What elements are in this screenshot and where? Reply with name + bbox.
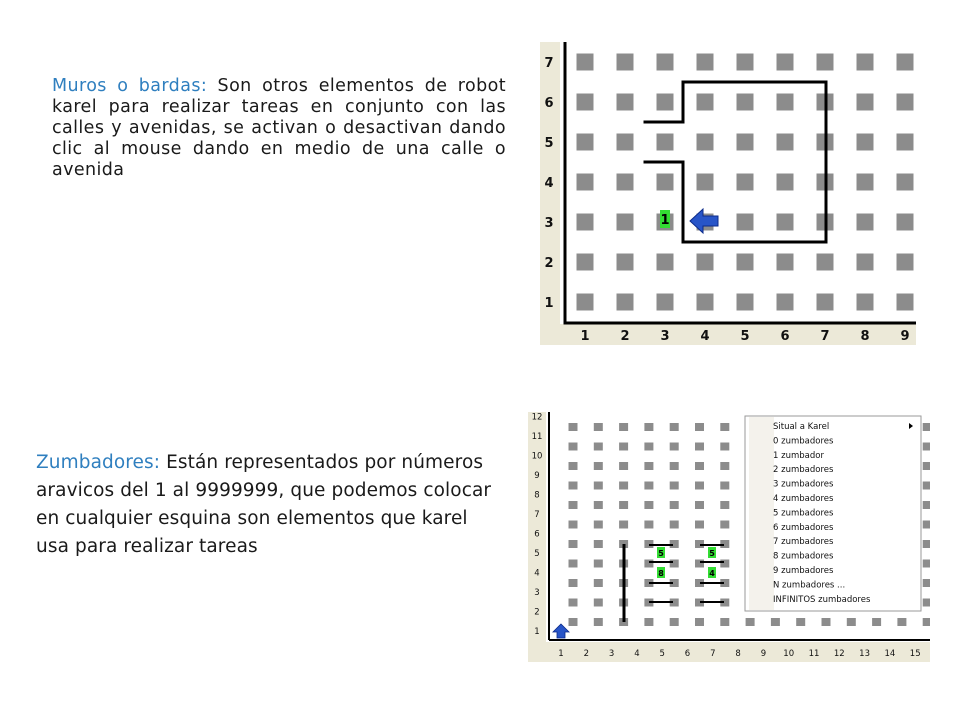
- corner-square: [657, 174, 674, 191]
- corner-square: [569, 579, 578, 587]
- street-label: 3: [534, 588, 540, 598]
- corner-square: [594, 599, 603, 607]
- corner-square: [577, 54, 594, 71]
- corner-square: [737, 254, 754, 271]
- corner-square: [619, 482, 628, 490]
- menu-item[interactable]: Situal a Karel: [773, 422, 830, 432]
- avenue-label: 5: [659, 649, 665, 659]
- corner-square: [720, 521, 729, 529]
- muros-term: Muros o bardas:: [52, 76, 208, 96]
- avenue-label: 10: [783, 649, 795, 659]
- corner-square: [594, 501, 603, 509]
- avenue-label: 3: [608, 649, 615, 659]
- corner-square: [644, 618, 653, 626]
- corner-square: [670, 501, 679, 509]
- zumbadores-paragraph: [36, 449, 506, 561]
- avenue-label: 1: [580, 329, 590, 344]
- corner-square: [594, 423, 603, 431]
- corner-square: [670, 482, 679, 490]
- zumbadores-description: Están representados por números aravicos del 1 al 9999999, que podemos colocar en cualquier esquina son elementos que karel usa para realizar tareas: [36, 452, 492, 557]
- corner-square: [670, 521, 679, 529]
- corner-square: [577, 94, 594, 111]
- corner-square: [720, 482, 729, 490]
- corner-square: [777, 254, 794, 271]
- avenue-label: 15: [909, 649, 921, 659]
- corner-square: [657, 134, 674, 151]
- corner-square: [923, 540, 930, 548]
- corner-square: [644, 501, 653, 509]
- corner-square: [737, 94, 754, 111]
- avenue-label: 3: [660, 329, 670, 344]
- menu-item[interactable]: 7 zumbadores: [773, 537, 834, 548]
- corner-square: [644, 443, 653, 451]
- street-label: 12: [531, 412, 543, 423]
- corner-square: [695, 443, 704, 451]
- corner-square: [644, 521, 653, 529]
- menu-item[interactable]: 4 zumbadores: [773, 494, 834, 504]
- avenue-label: 4: [700, 329, 710, 344]
- muros-description: Son otros elementos de robot karel para realizar tareas en conjunto con las calles y avenidas, se activan o desactivan dando clic al mouse dando en medio de una calle o avenida: [52, 76, 506, 180]
- zumbadores-world-grid: [528, 412, 930, 662]
- corner-square: [777, 134, 794, 151]
- street-label: 3: [544, 216, 554, 231]
- corner-square: [923, 501, 930, 509]
- corner-square: [657, 54, 674, 71]
- corner-square: [737, 134, 754, 151]
- corner-square: [923, 423, 930, 431]
- corner-square: [670, 443, 679, 451]
- avenue-label: 9: [900, 329, 910, 344]
- corner-square: [822, 618, 831, 626]
- context-menu: [745, 416, 921, 611]
- street-label: 4: [544, 176, 554, 191]
- avenue-label: 7: [820, 329, 830, 344]
- street-label: 8: [534, 490, 540, 501]
- corner-square: [872, 618, 881, 626]
- corner-square: [923, 521, 930, 529]
- corner-square: [569, 482, 578, 490]
- zumbadores-world-screenshot: [528, 412, 930, 662]
- street-label: 2: [534, 607, 540, 618]
- street-label: 2: [544, 256, 554, 271]
- corner-square: [777, 174, 794, 191]
- beeper-count: 8: [658, 569, 664, 578]
- corner-square: [737, 214, 754, 231]
- avenue-label: 12: [833, 649, 845, 659]
- menu-item[interactable]: 6 zumbadores: [773, 522, 834, 533]
- corner-square: [569, 462, 578, 470]
- corner-square: [670, 462, 679, 470]
- avenue-label: 4: [634, 649, 640, 659]
- corner-square: [644, 482, 653, 490]
- corner-square: [746, 618, 755, 626]
- avenue-label: 14: [884, 649, 896, 659]
- corner-square: [737, 294, 754, 311]
- menu-item[interactable]: INFINITOS zumbadores: [773, 594, 871, 605]
- corner-square: [923, 560, 930, 568]
- menu-item[interactable]: 2 zumbadores: [773, 465, 834, 476]
- menu-item[interactable]: 3 zumbadores: [773, 479, 834, 490]
- menu-item[interactable]: N zumbadores ...: [773, 580, 846, 591]
- corner-square: [657, 94, 674, 111]
- beeper-count: 1: [660, 213, 670, 228]
- corner-square: [577, 134, 594, 151]
- corner-square: [670, 560, 679, 568]
- avenue-label: 2: [620, 329, 630, 344]
- corner-square: [617, 54, 634, 71]
- corner-square: [594, 618, 603, 626]
- corner-square: [857, 254, 874, 271]
- corner-square: [737, 174, 754, 191]
- corner-square: [857, 54, 874, 71]
- corner-square: [617, 134, 634, 151]
- street-label: 1: [544, 296, 554, 311]
- corner-square: [695, 618, 704, 626]
- corner-square: [569, 618, 578, 626]
- corner-square: [577, 174, 594, 191]
- corner-square: [897, 618, 906, 626]
- corner-square: [923, 462, 930, 470]
- menu-item[interactable]: 5 zumbadores: [773, 508, 834, 519]
- corner-square: [617, 94, 634, 111]
- corner-square: [720, 560, 729, 568]
- corner-square: [594, 482, 603, 490]
- corner-square: [617, 214, 634, 231]
- corner-square: [695, 462, 704, 470]
- corner-square: [923, 482, 930, 490]
- corner-square: [697, 254, 714, 271]
- avenue-label: 5: [740, 329, 750, 344]
- street-label: 11: [531, 432, 543, 442]
- corner-square: [897, 174, 914, 191]
- corner-square: [897, 294, 914, 311]
- corner-square: [857, 94, 874, 111]
- corner-square: [594, 521, 603, 529]
- muros-paragraph: [52, 76, 506, 181]
- corner-square: [670, 618, 679, 626]
- corner-square: [737, 54, 754, 71]
- corner-square: [577, 254, 594, 271]
- street-label: 6: [544, 96, 554, 111]
- beeper-count: 5: [658, 549, 664, 558]
- corner-square: [617, 174, 634, 191]
- corner-square: [617, 294, 634, 311]
- corner-square: [619, 462, 628, 470]
- corner-square: [569, 560, 578, 568]
- corner-square: [695, 482, 704, 490]
- corner-square: [923, 443, 930, 451]
- corner-square: [657, 254, 674, 271]
- menu-item[interactable]: 8 zumbadores: [773, 551, 834, 562]
- corner-square: [619, 443, 628, 451]
- corner-square: [923, 579, 930, 587]
- corner-square: [847, 618, 856, 626]
- corner-square: [897, 94, 914, 111]
- street-label: 5: [534, 549, 540, 559]
- corner-square: [796, 618, 805, 626]
- corner-square: [695, 521, 704, 529]
- street-label: 4: [534, 568, 540, 579]
- corner-square: [777, 294, 794, 311]
- corner-square: [720, 423, 729, 431]
- avenue-label: 11: [808, 649, 820, 659]
- beeper-count: 4: [709, 569, 715, 578]
- corner-square: [720, 462, 729, 470]
- corner-square: [817, 294, 834, 311]
- avenue-label: 9: [760, 649, 767, 659]
- corner-square: [569, 521, 578, 529]
- corner-square: [697, 294, 714, 311]
- avenue-label: 1: [558, 649, 564, 659]
- corner-square: [923, 618, 930, 626]
- corner-square: [697, 174, 714, 191]
- street-label: 7: [544, 56, 554, 71]
- corner-square: [720, 443, 729, 451]
- corner-square: [857, 134, 874, 151]
- beeper-count: 5: [709, 549, 715, 558]
- corner-square: [697, 134, 714, 151]
- corner-square: [857, 214, 874, 231]
- avenue-label: 8: [860, 329, 870, 344]
- corner-square: [771, 618, 780, 626]
- corner-square: [594, 560, 603, 568]
- corner-square: [670, 423, 679, 431]
- zumbadores-term: Zumbadores:: [36, 452, 161, 473]
- corner-square: [777, 214, 794, 231]
- corner-square: [644, 462, 653, 470]
- menu-item[interactable]: 0 zumbadores: [773, 436, 834, 447]
- corner-square: [720, 618, 729, 626]
- corner-square: [777, 54, 794, 71]
- street-label: 5: [544, 136, 554, 151]
- corner-square: [644, 423, 653, 431]
- corner-square: [569, 540, 578, 548]
- corner-square: [857, 294, 874, 311]
- corner-square: [695, 423, 704, 431]
- avenue-label: 2: [583, 649, 590, 659]
- corner-square: [695, 501, 704, 509]
- corner-square: [657, 294, 674, 311]
- corner-square: [697, 54, 714, 71]
- street-label: 7: [534, 510, 540, 520]
- corner-square: [569, 501, 578, 509]
- corner-square: [817, 54, 834, 71]
- street-label: 9: [534, 471, 540, 481]
- muros-world-screenshot: [540, 42, 916, 345]
- street-label: 1: [534, 627, 540, 637]
- corner-square: [594, 540, 603, 548]
- corner-square: [569, 423, 578, 431]
- avenue-label: 13: [859, 649, 871, 659]
- corner-square: [897, 254, 914, 271]
- corner-square: [644, 560, 653, 568]
- corner-square: [697, 94, 714, 111]
- corner-square: [569, 443, 578, 451]
- corner-square: [577, 214, 594, 231]
- street-label: 10: [531, 451, 543, 462]
- corner-square: [777, 94, 794, 111]
- street-label: 6: [534, 529, 540, 540]
- corner-square: [619, 521, 628, 529]
- corner-square: [857, 174, 874, 191]
- menu-item[interactable]: 1 zumbador: [773, 450, 824, 461]
- corner-square: [619, 501, 628, 509]
- corner-square: [619, 423, 628, 431]
- corner-square: [577, 294, 594, 311]
- menu-item[interactable]: 9 zumbadores: [773, 566, 834, 576]
- corner-square: [897, 134, 914, 151]
- corner-square: [594, 462, 603, 470]
- corner-square: [897, 214, 914, 231]
- corner-square: [817, 254, 834, 271]
- corner-square: [923, 599, 930, 607]
- avenue-label: 6: [780, 329, 790, 344]
- corner-square: [594, 579, 603, 587]
- corner-square: [720, 501, 729, 509]
- corner-square: [695, 560, 704, 568]
- muros-world-grid: [540, 42, 916, 345]
- avenue-label: 8: [735, 649, 741, 659]
- corner-square: [594, 443, 603, 451]
- avenue-label: 7: [710, 649, 716, 659]
- corner-square: [617, 254, 634, 271]
- avenue-label: 6: [684, 649, 691, 659]
- corner-square: [569, 599, 578, 607]
- corner-square: [897, 54, 914, 71]
